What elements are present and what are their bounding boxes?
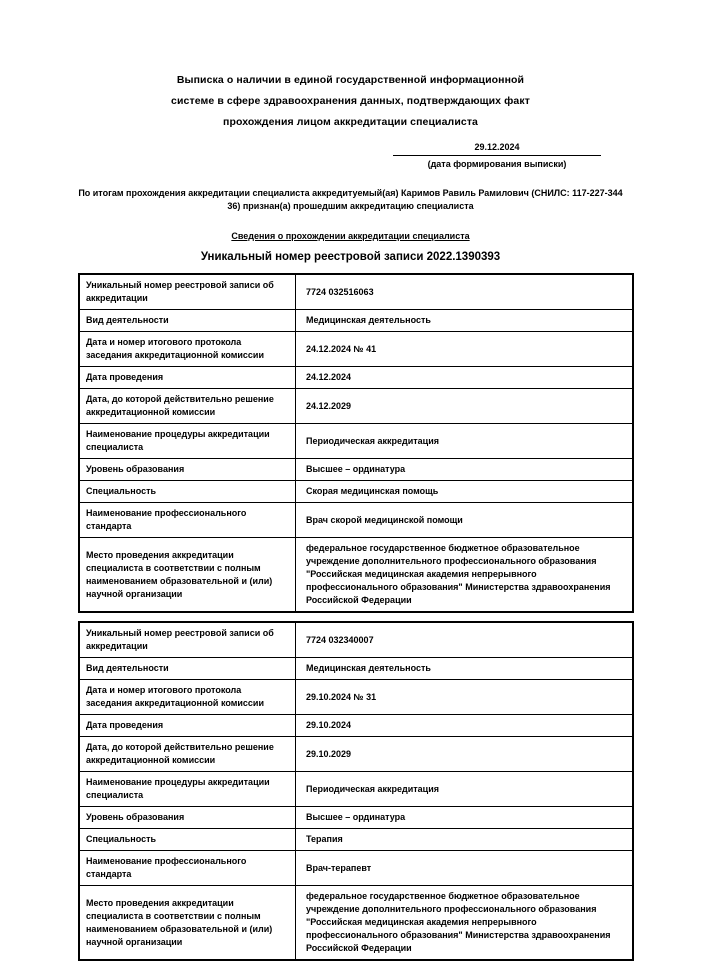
table-row [79, 851, 633, 886]
row-value: Высшее – ординатура [296, 807, 634, 829]
row-label: Вид деятельности [79, 658, 296, 680]
row-value: 7724 032340007 [296, 622, 634, 658]
row-label: Дата проведения [79, 367, 296, 389]
row-value: федеральное государственное бюджетное образовательное учреждение дополнительного профессионального образования "Российская медицинская академия непрерывного профессионального образования" Министерства здравоохранения Российской Федерации [296, 886, 634, 961]
row-label: Наименование профессионального стандарта [79, 851, 296, 886]
accreditation-table-2-body [79, 622, 633, 960]
row-value: 29.10.2024 № 31 [296, 680, 634, 715]
row-label: Уникальный номер реестровой записи об аккредитации [79, 274, 296, 310]
accreditation-table-2 [78, 621, 634, 961]
row-value: 24.12.2029 [296, 389, 634, 424]
table-row [79, 715, 633, 737]
row-value: 24.12.2024 № 41 [296, 332, 634, 367]
row-label: Дата и номер итогового протокола заседания аккредитационной комиссии [79, 332, 296, 367]
table-row [79, 680, 633, 715]
table-row [79, 622, 633, 658]
table-row [79, 274, 633, 310]
row-label: Уровень образования [79, 807, 296, 829]
row-label: Уникальный номер реестровой записи об аккредитации [79, 622, 296, 658]
row-value: Терапия [296, 829, 634, 851]
row-value: федеральное государственное бюджетное образовательное учреждение дополнительного профессионального образования "Российская медицинская академия непрерывного профессионального образования" Министерства здравоохранения Российской Федерации [296, 538, 634, 613]
row-value: Высшее – ординатура [296, 459, 634, 481]
table-row [79, 459, 633, 481]
row-label: Специальность [79, 481, 296, 503]
row-value: 29.10.2029 [296, 737, 634, 772]
table-row [79, 503, 633, 538]
table-row [79, 481, 633, 503]
row-label: Вид деятельности [79, 310, 296, 332]
table-row [79, 538, 633, 613]
row-value: Врач-терапевт [296, 851, 634, 886]
row-label: Наименование процедуры аккредитации специалиста [79, 424, 296, 459]
row-value: 24.12.2024 [296, 367, 634, 389]
extract-date-block [393, 141, 601, 170]
table-row [79, 807, 633, 829]
intro-paragraph: По итогам прохождения аккредитации специалиста аккредитуемый(ая) Каримов Равиль Рамилович (СНИЛС: 117-227-344 36) признан(а) прошедшим аккредитацию специалиста [78, 188, 623, 211]
row-label: Дата проведения [79, 715, 296, 737]
row-label: Место проведения аккредитации специалиста в соответствии с полным наименованием образовательной и (или) научной организации [79, 538, 296, 613]
document-title-line-3: прохождения лицом аккредитации специалиста [223, 116, 478, 128]
row-value: Периодическая аккредитация [296, 424, 634, 459]
row-label: Место проведения аккредитации специалиста в соответствии с полным наименованием образовательной и (или) научной организации [79, 886, 296, 961]
accreditation-table-1 [78, 273, 634, 613]
row-value: Медицинская деятельность [296, 310, 634, 332]
row-value: Скорая медицинская помощь [296, 481, 634, 503]
table-row [79, 424, 633, 459]
document-title [0, 70, 701, 133]
row-value: Врач скорой медицинской помощи [296, 503, 634, 538]
extract-date-caption: (дата формирования выписки) [427, 159, 567, 169]
extract-date-value: 29.12.2024 [393, 141, 601, 156]
table-row [79, 332, 633, 367]
row-label: Специальность [79, 829, 296, 851]
table-row [79, 772, 633, 807]
row-value: Медицинская деятельность [296, 658, 634, 680]
row-label: Наименование процедуры аккредитации специалиста [79, 772, 296, 807]
section-heading: Сведения о прохождении аккредитации специалиста [231, 231, 470, 241]
row-label: Дата, до которой действительно решение аккредитационной комиссии [79, 737, 296, 772]
row-label: Дата и номер итогового протокола заседания аккредитационной комиссии [79, 680, 296, 715]
table-row [79, 310, 633, 332]
row-label: Наименование профессионального стандарта [79, 503, 296, 538]
document-title-line-2: системе в сфере здравоохранения данных, подтверждающих факт [171, 95, 530, 107]
row-label: Уровень образования [79, 459, 296, 481]
row-value: Периодическая аккредитация [296, 772, 634, 807]
row-value: 29.10.2024 [296, 715, 634, 737]
row-label: Дата, до которой действительно решение аккредитационной комиссии [79, 389, 296, 424]
table-row [79, 737, 633, 772]
row-value: 7724 032516063 [296, 274, 634, 310]
table-row [79, 389, 633, 424]
document-title-line-1: Выписка о наличии в единой государственной информационной [176, 74, 525, 86]
table-row [79, 658, 633, 680]
record-number-heading: Уникальный номер реестровой записи 2022.1390393 [200, 251, 501, 263]
table-row [79, 886, 633, 961]
table-row [79, 829, 633, 851]
accreditation-table-1-body [79, 274, 633, 612]
table-row [79, 367, 633, 389]
